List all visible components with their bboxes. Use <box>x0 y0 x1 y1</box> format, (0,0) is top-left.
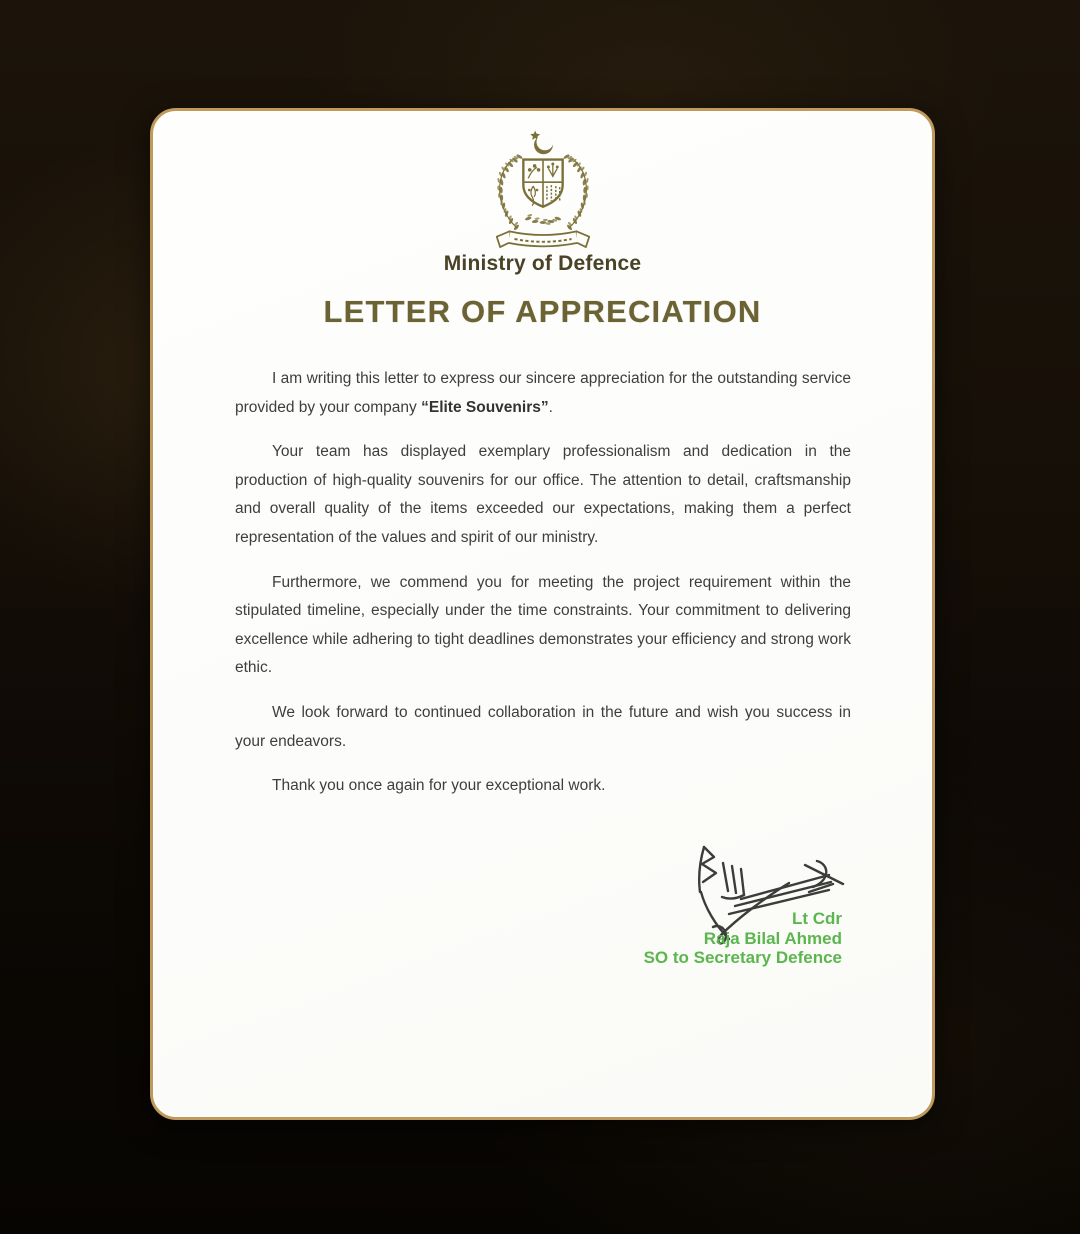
organization-name: Ministry of Defence <box>443 252 642 275</box>
signatory-block <box>644 909 842 968</box>
signatory-designation: SO to Secretary Defence <box>643 948 842 967</box>
pakistan-state-emblem-icon <box>484 127 602 257</box>
paragraph-5: Thank you once again for your exceptional work. <box>272 777 606 795</box>
letter-title: LETTER OF APPRECIATION <box>323 294 762 329</box>
paragraph-3: Furthermore, we commend you for meeting the project requirement within the stipulated timeline, especially under the time constraints. Your commitment to delivering excellence while adhering to tight deadlines demonstrates your efficiency and strong work ethic. <box>235 573 851 677</box>
paragraph-4: We look forward to continued collaboration in the future and wish you success in your endeavors. <box>235 703 851 750</box>
company-name: “Elite Souvenirs” <box>421 398 549 416</box>
signatory-name: Raja Bilal Ahmed <box>703 928 842 948</box>
paragraph-1 <box>235 365 851 422</box>
paragraph-1-text: I am writing this letter to express our sincere appreciation for the outstanding service provided by your company <box>235 370 851 416</box>
wreath-right <box>562 153 588 231</box>
wreath-left <box>497 153 523 231</box>
paragraph-2: Your team has displayed exemplary professionalism and dedication in the production of high-quality souvenirs for our office. The attention to detail, craftsmanship and overall quality of the items exceeded our expectations, making them a perfect representation of the values and spirit of our ministry. <box>235 443 851 546</box>
signatory-rank: Lt Cdr <box>791 909 842 928</box>
appreciation-letter-document <box>150 108 935 1120</box>
paragraph-1-period: . <box>548 398 553 416</box>
letter-body <box>235 365 851 817</box>
